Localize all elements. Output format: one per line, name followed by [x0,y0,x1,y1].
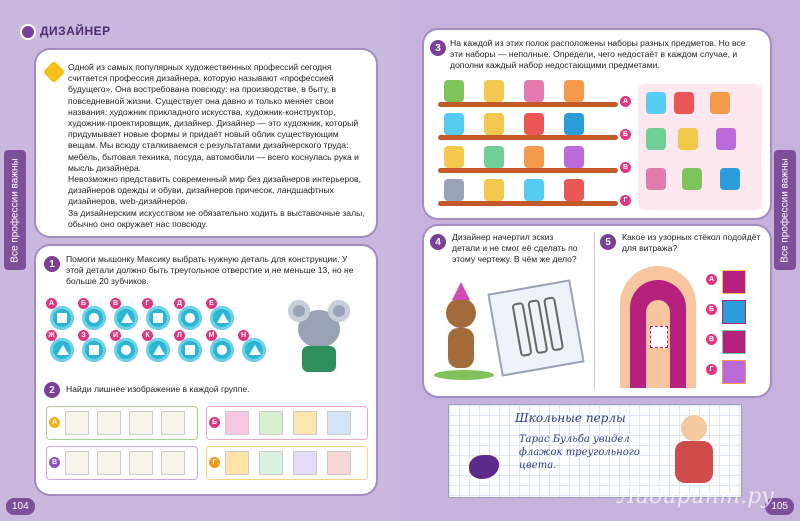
gear-label: В [110,298,121,309]
picture-item[interactable] [327,411,351,435]
picture-item[interactable] [129,451,153,475]
shelf-item[interactable] [484,80,504,102]
glass-option[interactable] [722,330,746,354]
shelf-item[interactable] [444,113,464,135]
shelf-item[interactable] [524,179,544,201]
gear-label: Г [142,298,153,309]
shelf-item[interactable] [444,80,464,102]
task1-text: Помоги мышонку Максику выбрать нужную деталь для конструкции. У этой детали должно быть треугольное отверстие и не меньше 13, но не больше 20 зубчиков. [66,254,354,287]
option-label: А [706,274,717,285]
picture-item[interactable] [259,411,283,435]
gear[interactable] [50,306,74,330]
intro-text [68,62,368,230]
group-b [206,406,368,440]
answer-item[interactable] [720,168,740,190]
picture-item[interactable] [161,451,185,475]
gear-label: Н [238,330,249,341]
side-label-right: Все профессии важны [774,150,796,270]
group-a [46,406,198,440]
task-number: 2 [44,382,60,398]
shelf-item[interactable] [444,179,464,201]
row-label: Г [209,457,220,468]
gear-label: Д [174,298,185,309]
picture-item[interactable] [225,451,249,475]
answer-item[interactable] [716,128,736,150]
gear[interactable] [210,306,234,330]
gear-label: Е [206,298,217,309]
picture-item[interactable] [293,411,317,435]
tasks-card-left [36,246,376,494]
task45-card [424,226,770,396]
row-label: В [49,457,60,468]
star-icon [43,61,66,84]
gear-label: А [46,298,57,309]
gear[interactable] [82,306,106,330]
picture-item[interactable] [65,451,89,475]
picture-item[interactable] [327,451,351,475]
task-number: 3 [430,40,446,56]
picture-item[interactable] [97,411,121,435]
right-page [400,0,800,521]
glass-option[interactable] [722,270,746,294]
gear[interactable] [178,306,202,330]
monkey-illustration [434,286,494,386]
shelf-item[interactable] [564,179,584,201]
picture-item[interactable] [225,411,249,435]
page-number: 105 [765,498,794,515]
gear[interactable] [146,338,170,362]
shelf-item[interactable] [564,146,584,168]
gear[interactable] [114,338,138,362]
school-pearls-title: Школьные перлы [515,411,626,425]
picture-item[interactable] [65,411,89,435]
option-label: Б [706,304,717,315]
answer-item[interactable] [674,92,694,114]
blueprint-drawing [487,279,584,376]
intro-paragraph: Невозможно представить современный мир без дизайнеров интерьеров, дизайнеров одежды и обуви, дизайнеров причесок, ландшафтных дизайнеров, web-дизайнеров. [68,174,361,207]
gear-label: З [78,330,89,341]
intro-card [36,50,376,236]
intro-paragraph: За дизайнерским искусством не обязательно ходить в выставочные залы, обычно оно окружает нас повсюду. [68,207,365,229]
shelf [438,102,618,107]
shelf-label: Г [620,195,631,206]
group-v [46,446,198,480]
shelf-item[interactable] [564,80,584,102]
gear-label: М [206,330,217,341]
shelf-item[interactable] [444,146,464,168]
answer-item[interactable] [646,128,666,150]
task4-text: Дизайнер начертил эскиз детали и не смог её сделать по этому чертежу. В чём же дело? [452,232,578,265]
shelf-item[interactable] [524,80,544,102]
stained-glass-window [620,266,696,388]
task-number: 4 [430,234,446,250]
gear[interactable] [146,306,170,330]
shelf-item[interactable] [484,146,504,168]
option-label: В [706,334,717,345]
shelf-label: А [620,96,631,107]
gear-label: Б [78,298,89,309]
shelf-item[interactable] [524,113,544,135]
gear-label: К [142,330,153,341]
shelf-item[interactable] [564,113,584,135]
gear[interactable] [114,306,138,330]
shelf-item[interactable] [484,113,504,135]
gear[interactable] [242,338,266,362]
picture-item[interactable] [97,451,121,475]
gear[interactable] [178,338,202,362]
watermark: Лабиринт.ру [617,484,774,509]
shelf-label: Б [620,129,631,140]
answer-item[interactable] [682,168,702,190]
answer-item[interactable] [710,92,730,114]
picture-item[interactable] [259,451,283,475]
mouse-illustration [284,294,354,376]
page-number: 104 [6,498,35,515]
gear[interactable] [50,338,74,362]
picture-item[interactable] [129,411,153,435]
shelf-item[interactable] [524,146,544,168]
row-label: Б [209,417,220,428]
shelf-label: В [620,162,631,173]
side-label-left: Все профессии важны [4,150,26,270]
answer-panel [638,84,762,210]
glass-option[interactable] [722,300,746,324]
task5-text: Какое из узорных стёкол подойдёт для витража? [622,232,761,254]
school-pearls-quote: Тарас Бульба увидел флажок треугольного цвета. [519,434,640,471]
option-label: Г [706,364,717,375]
group-g [206,446,368,480]
gear[interactable] [82,338,106,362]
gear-label: Л [174,330,185,341]
header-icon [22,26,34,38]
page-title: ДИЗАЙНЕР [40,24,111,38]
glass-option[interactable] [722,360,746,384]
gear-label: И [110,330,121,341]
shelf [438,168,618,173]
cossack-illustration [669,415,719,491]
ink-blot [469,455,499,479]
intro-paragraph: Одной из самых популярных художественных профессий сегодня считается профессия дизайнера, которую называют «профессией будущего». Она востребована повсюду: на производстве, в быту, в повседневной жизни. Существует она давно и только меняет свои названия: художник прикладного искусства, художник-конструктор, художник-проектировщик, дизайнер. Дизайнер — это художник, который придумывает новые формы и придаёт новый облик существующим вещам. Мы всюду сталкиваемся с результатами дизайнерского труда: мебель, бытовая техника, посуда, автомобили — всего коснулась рука и мысль дизайнера. [68,62,359,173]
task-number: 5 [600,234,616,250]
answer-item[interactable] [678,128,698,150]
answer-item[interactable] [646,168,666,190]
answer-item[interactable] [646,92,666,114]
gear[interactable] [210,338,234,362]
shelf [438,135,618,140]
task3-text: На каждой из этих полок расположены наборы разных предметов. Но все эти наборы — неполные. Определи, чего недостаёт в каждом случае, и дополни каждый набор недостающими предметами. [450,38,746,71]
task3-card [424,30,770,218]
picture-item[interactable] [161,411,185,435]
gear-label: Ж [46,330,57,341]
task-number: 1 [44,256,60,272]
task2-text: Найди лишнее изображение в каждой группе. [66,384,250,394]
shelf-item[interactable] [484,179,504,201]
shelf [438,201,618,206]
picture-item[interactable] [293,451,317,475]
task-divider [594,232,595,390]
row-label: А [49,417,60,428]
